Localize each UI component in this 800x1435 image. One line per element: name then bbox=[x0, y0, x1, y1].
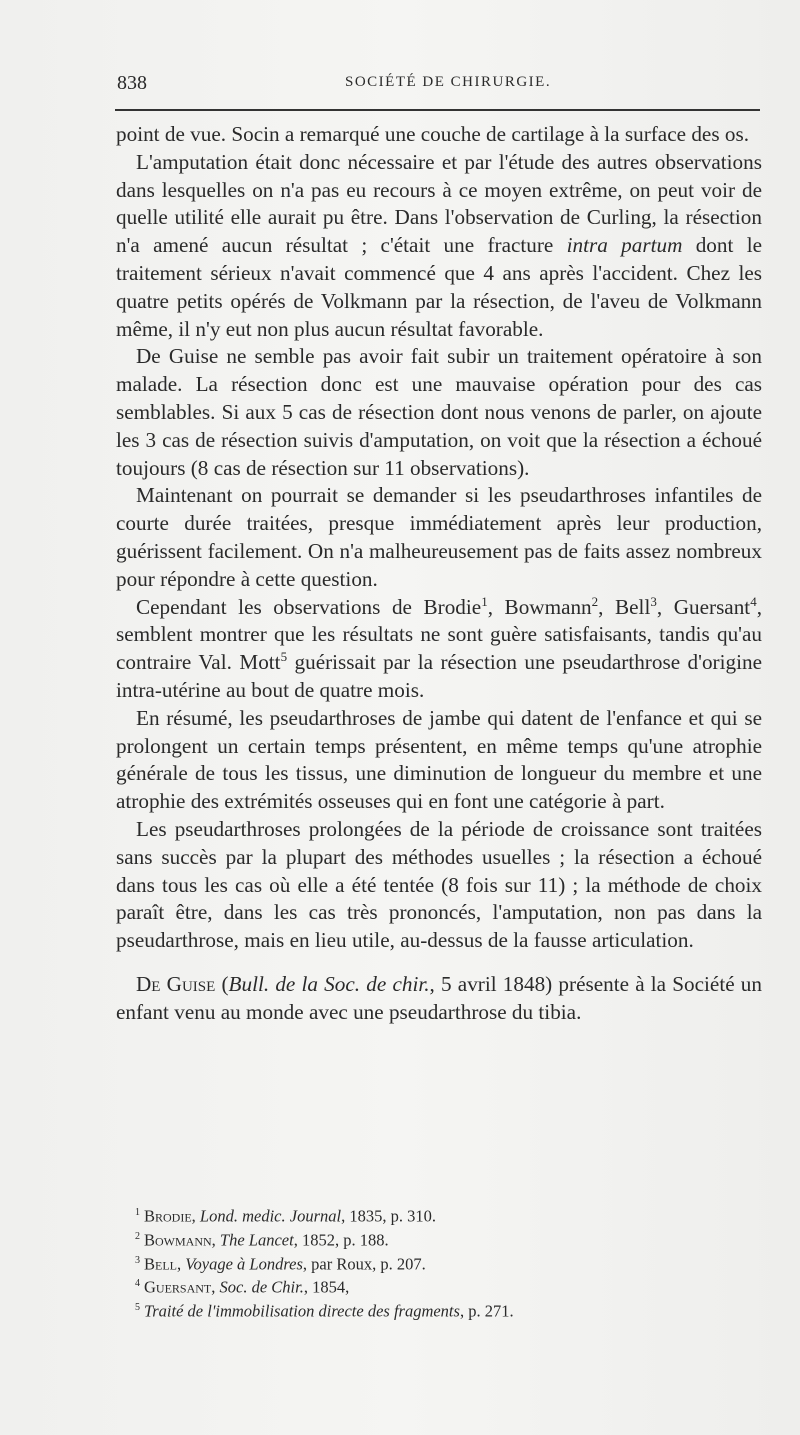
paragraph-8-author: De Guise bbox=[136, 971, 216, 996]
footnote-title: Traité de l'immobilisation directe des fragments bbox=[144, 1301, 460, 1321]
paragraph-7 bbox=[116, 816, 762, 955]
footnote-title: Lond. medic. Journal bbox=[199, 1206, 342, 1226]
footnote-rest: , 1852, p. 188. bbox=[293, 1230, 389, 1250]
paragraph-5-text-5: , semblent montrer que les résultats ne sont guère satisfaisants, tandis qu'au contraire Val. Mott bbox=[116, 594, 762, 675]
paragraph-2-italic: intra partum bbox=[566, 233, 683, 258]
header-rule bbox=[115, 109, 760, 111]
footnote-rest: , 1835, p. 310. bbox=[341, 1206, 436, 1226]
paragraph-1 bbox=[116, 121, 762, 149]
body-text bbox=[116, 121, 762, 1027]
footnote-number: 4 bbox=[135, 1278, 140, 1290]
footnote-title: Voyage à Londres bbox=[185, 1254, 303, 1274]
paragraph-5-text-3: , Bell bbox=[598, 594, 651, 619]
page-header bbox=[117, 72, 759, 102]
footnote-number: 2 bbox=[135, 1230, 140, 1242]
footnote-ref-5[interactable]: 5 bbox=[280, 649, 288, 665]
footnote-title: Soc. de Chir. bbox=[219, 1277, 304, 1297]
footnote-rest: , par Roux, p. 207. bbox=[302, 1254, 426, 1274]
paragraph-3 bbox=[116, 343, 762, 482]
paragraph-8-text-b: , 5 avril 1848) présente à la Société un enfant venu au monde avec une pseudarthrose du tibia. bbox=[116, 971, 762, 1024]
paragraph-8 bbox=[116, 971, 762, 1027]
running-head: SOCIÉTÉ DE CHIRURGIE. bbox=[345, 74, 552, 90]
footnote-rest: , 1854, bbox=[303, 1277, 350, 1297]
paragraph-6-text: En résumé, les pseudarthroses de jambe qui datent de l'enfance et qui se prolongent un certain temps présentent, en même temps qu'une atrophie générale de tous les tissus, une diminution de longueur du membre et une atrophie des extrémités osseuses qui en font une catégorie à part. bbox=[116, 705, 762, 814]
footnotes bbox=[135, 1203, 755, 1322]
footnote-1: $^1$ Brodie, Lond. medic. Journal, 1835, p. 310. bbox=[135, 1206, 436, 1226]
footnote-ref-1[interactable]: 1 bbox=[481, 593, 488, 609]
footnote-ref-2[interactable]: 2 bbox=[591, 593, 599, 609]
footnote-ref-3[interactable]: 3 bbox=[650, 593, 657, 609]
footnote-number: 5 bbox=[135, 1302, 140, 1314]
paragraph-5-text-6: guérissait par la résection une pseudarthrose d'origine intra-utérine au bout de quatre mois. bbox=[116, 650, 762, 702]
footnote-3: $^3$ Bell, Voyage à Londres, par Roux, p. 207. bbox=[135, 1254, 426, 1274]
paragraph-3-text: De Guise ne semble pas avoir fait subir un traitement opératoire à son malade. La résection donc est une mauvaise opération pour des cas semblables. Si aux 5 cas de résection dont nous venons de parler, on ajoute les 3 cas de résection suivis d'amputation, on voit que la résection a échoué toujours (8 cas de résection sur 11 observations). bbox=[116, 344, 762, 480]
footnote-4: $^4$ Guersant, Soc. de Chir., 1854, bbox=[135, 1277, 350, 1297]
footnote-title: The Lancet bbox=[219, 1230, 294, 1250]
paragraph-2 bbox=[116, 149, 762, 344]
footnote-number: 3 bbox=[135, 1254, 140, 1266]
footnote-2: $^2$ Bowmann, The Lancet, 1852, p. 188. bbox=[135, 1230, 389, 1250]
page-number: 838 bbox=[117, 72, 147, 94]
footnote-number: 1 bbox=[135, 1207, 140, 1218]
paragraph-4-text: Maintenant on pourrait se demander si les pseudarthroses infantiles de courte durée traitées, presque immédiatement après leur production, guérissent facilement. On n'a malheureusement pas de faits assez nombreux pour répondre à cette question. bbox=[116, 483, 762, 591]
paragraph-8-text-a: ( bbox=[215, 971, 229, 996]
paragraph-6 bbox=[116, 705, 762, 816]
paragraph-5-text-2: , Bowmann bbox=[487, 594, 592, 619]
footnote-rest: , p. 271. bbox=[459, 1301, 514, 1321]
footnote-author: Guersant bbox=[144, 1277, 212, 1297]
footnote-author: Bowmann bbox=[144, 1230, 212, 1250]
paragraph-8-citation: Bull. de la Soc. de chir. bbox=[228, 971, 430, 996]
paragraph-7-text: Les pseudarthroses prolongées de la période de croissance sont traitées sans succès par la plupart des méthodes usuelles ; la résection a échoué dans tous les cas où elle a été tentée (8 fois sur 11) ; la méthode de choix paraît être, dans les cas très prononcés, l'amputation, non pas dans la pseudarthrose, mais en lieu utile, au-dessus de la fausse articulation. bbox=[116, 816, 762, 953]
paragraph-2-text-a: L'amputation était donc nécessaire et par l'étude des autres observations dans lesquelles on n'a pas eu recours à ce moyen extrême, on peut voir de quelle utilité elle aurait pu être. Dans l'observation de Curling, la résection n'a amené aucun résultat ; c'était une fracture bbox=[116, 149, 762, 258]
paragraph-5-text-1: Cependant les observations de Brodie bbox=[136, 594, 482, 619]
footnote-5 bbox=[135, 1298, 755, 1322]
paragraph-5 bbox=[116, 594, 762, 705]
footnote-author: Brodie bbox=[144, 1206, 192, 1226]
footnote-ref-4[interactable]: 4 bbox=[750, 593, 757, 609]
paragraph-2-text-b: dont le traitement sérieux n'avait commencé que 4 ans après l'accident. Chez les quatre petits opérés de Volkmann par la résection, de l'aveu de Volkmann même, il n'y eut non plus aucun résultat favorable. bbox=[116, 233, 762, 341]
footnote-author: Bell bbox=[144, 1254, 177, 1274]
paragraph-1-text: point de vue. Socin a remarqué une couche de cartilage à la surface des os. bbox=[116, 122, 749, 146]
paragraph-4 bbox=[116, 482, 762, 593]
paragraph-5-text-4: , Guersant bbox=[656, 594, 751, 619]
